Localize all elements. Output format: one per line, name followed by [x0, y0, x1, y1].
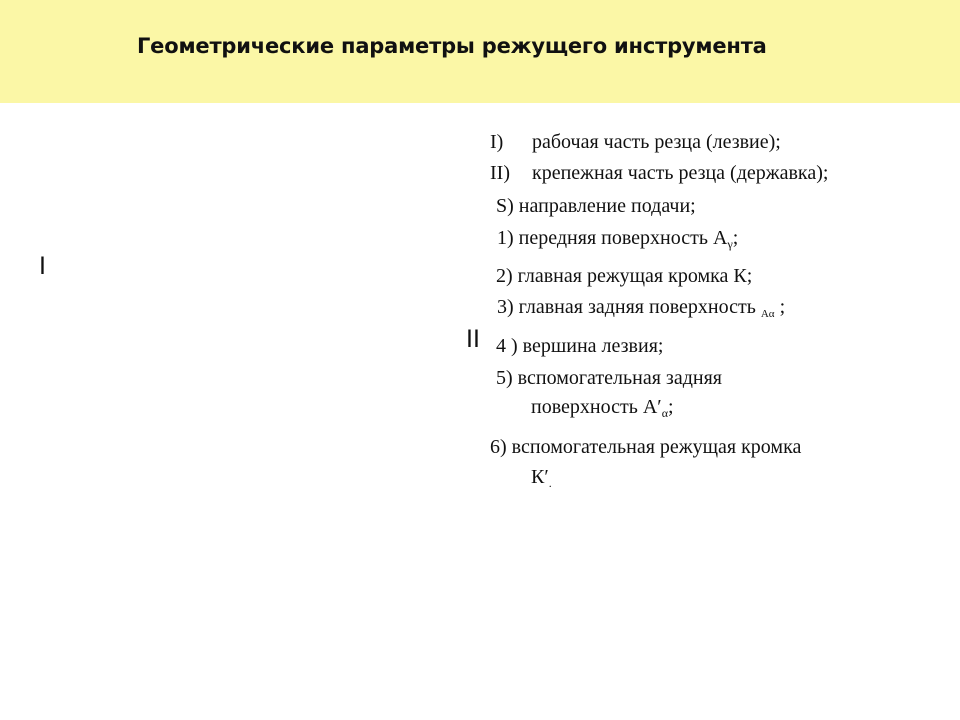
item-number: S) — [496, 195, 514, 217]
list-item — [496, 196, 696, 216]
item-subscript: . — [548, 476, 552, 490]
list-item — [490, 132, 781, 152]
marker-first: I — [39, 252, 46, 280]
list-item-continuation — [531, 467, 552, 489]
item-text: вершина лезвия; — [522, 335, 664, 357]
list-item — [496, 266, 752, 286]
list-item — [490, 437, 801, 457]
item-text: передняя поверхность — [518, 227, 713, 249]
item-text: главная режущая кромка К; — [517, 265, 753, 287]
item-number: 2) — [496, 265, 513, 287]
list-item — [497, 228, 738, 250]
item-tail: ; — [667, 396, 674, 418]
list-item — [496, 368, 722, 388]
item-number: 1) — [497, 227, 514, 249]
item-number: 4 ) — [496, 335, 518, 357]
item-text: поверхность — [531, 396, 643, 418]
list-item-continuation — [531, 397, 674, 419]
item-subscript: α — [661, 406, 668, 420]
item-subscript: γ — [727, 237, 733, 251]
item-number: II) — [490, 162, 510, 184]
item-tail: ; — [774, 296, 786, 318]
item-text: вспомогательная режущая кромка — [511, 436, 802, 458]
item-tail: ; — [732, 227, 739, 249]
item-symbol: К′ — [531, 466, 549, 488]
item-symbol: A′ — [642, 396, 662, 418]
list-item — [496, 336, 663, 356]
marker-second: II — [466, 325, 480, 353]
list-item — [490, 163, 828, 183]
item-text: рабочая часть резца (лезвие); — [532, 131, 781, 153]
item-symbol: Aα — [760, 308, 775, 320]
item-text: направление подачи; — [518, 195, 696, 217]
item-number: 6) — [490, 436, 507, 458]
title-band — [0, 0, 960, 103]
item-number: 5) — [496, 367, 513, 389]
item-number: 3) — [497, 296, 514, 318]
list-item — [497, 297, 785, 320]
item-text: вспомогательная задняя — [517, 367, 722, 389]
item-symbol: A — [713, 227, 728, 249]
item-text: крепежная часть резца (державка); — [532, 162, 829, 184]
item-text: главная задняя поверхность — [518, 296, 761, 318]
slide-title: Геометрические параметры режущего инструмента — [137, 34, 767, 58]
item-number: I) — [490, 131, 504, 153]
